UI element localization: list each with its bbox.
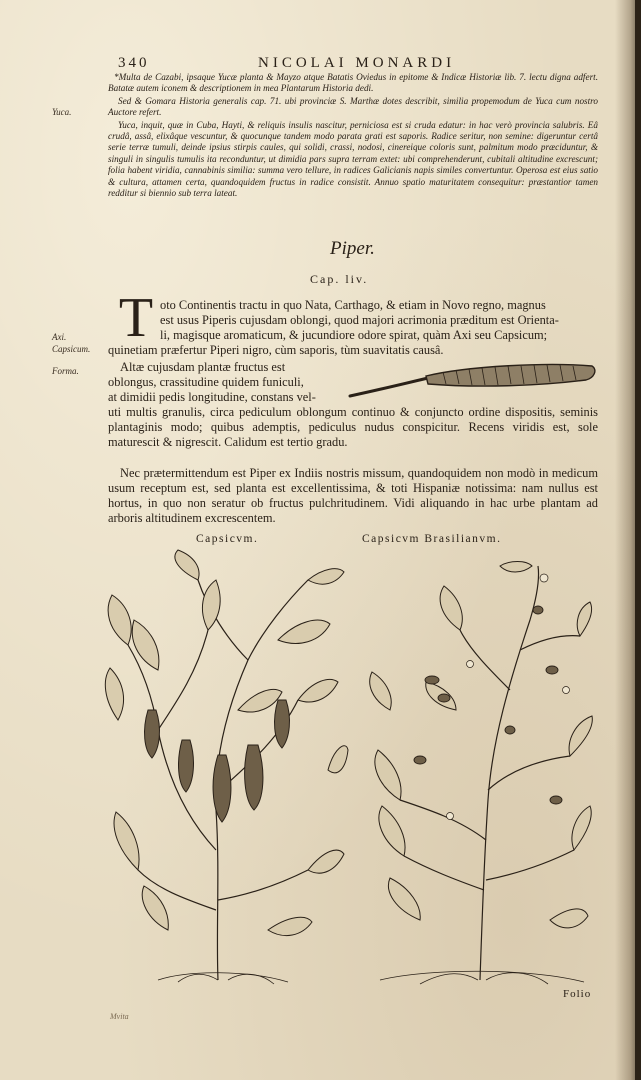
chapter-heading: Cap. liv. bbox=[310, 272, 369, 286]
body-paragraph-3: Nec prætermittendum est Piper ex Indiis nostris missum, quandoquidem non modò in medicum usum receptum est, sed planta est excellentissima, & toti Hispaniæ notissima: nam nullus est hortus, in quo non seratur ob fructus pulchritudinem. Vidi aliquando in hac urbe plantam ad arboris altitudinem excrescentem. bbox=[108, 466, 598, 525]
section-title: Piper. bbox=[330, 238, 375, 259]
running-title: NICOLAI MONARDI bbox=[258, 55, 456, 71]
body-line-3: li, magisque aromaticum, & jucundiore odore spirat, quàm Axi seu Capsicum; bbox=[160, 328, 548, 342]
commentary-paragraph-3: Yuca, inquit, quæ in Cuba, Hayti, & reliquis insulis nascitur, perniciosa est si cruda edatur: in hac verò provincia salubris. Eâ crudâ, assâ, elixâque vescuntur, & quocunque tandem modo parata grati est saporis. Radice seritur, non semine: digeruntur certâ serie terræ tumuli, deinde ipsius stirpis caules, qui solidi, crassi, nodosi, cinereique coloris sunt, palmitum modo præciduntur, & singuli in singulis tumulis ita reconduntur, ut dimidia pars supra terram extet: ubi comprehenderunt, cubitali altitudine excrescunt; folia habent viridia, cannabinis similia: summa vero tellure, in radices Galicianis napis similes convertuntur. Operosa est eius satio & cultura, attamen certa, quandoquidem fructus in radice consistit. Annuo spatio maturitatem consequitur: præstantior tamen redditur si biennio sub terra lateat. bbox=[108, 119, 598, 199]
commentary-paragraph-2: Sed & Gomara Historia generalis cap. 71. ubi provinciæ S. Marthæ dotes describit, similia propemodum de Yuca cum nostro Auctore refert. bbox=[108, 95, 598, 118]
capsicum-plant-illustration bbox=[98, 550, 348, 990]
body-line-4: quinetiam præfertur Piperi nigro, cùm saporis, tùm suavitatis causâ. bbox=[108, 343, 444, 357]
figure-label-capsicum: Capsicvm. bbox=[196, 533, 259, 545]
body-p2-rest: uti multis granulis, circa pediculum oblongum continuo & conjuncto ordine dispositis, seminis plantaginis modo; quibus ademptis, pediculus nudus conspicitur. Recens viridis est, sole maturescit & nigrescit. Calidum est tertio gradu. bbox=[108, 405, 598, 449]
body-p2-line-2: oblongus, crassitudine quidem funiculi, bbox=[108, 375, 304, 389]
margin-note-axi: Axi. bbox=[52, 332, 67, 342]
margin-note-capsicum: Capsicum. bbox=[52, 344, 91, 354]
drop-cap: T bbox=[118, 287, 154, 349]
margin-note-yuca: Yuca. bbox=[52, 107, 72, 117]
commentary-paragraph-1: *Multa de Cazabi, ipsaque Yucæ planta & Mayzo atque Batatis Oviedus in epitome & Indicæ Historiæ lib. 7. lectu digna adfert. Batatæ autem iconem & descriptionem in mea Plantarum Historia dedi. bbox=[108, 72, 598, 94]
commentary-block bbox=[108, 72, 598, 200]
body-p2-line-3: at dimidii pedis longitudine, constans vel- bbox=[108, 390, 316, 404]
body-line-2: est usus Piperis cujusdam oblongi, quod majori acrimonia præditum est Orienta- bbox=[160, 313, 559, 327]
body-line-1: oto Continentis tractu in quo Nata, Carthago, & etiam in Novo regno, magnus bbox=[160, 298, 546, 312]
long-pepper-illustration bbox=[348, 360, 598, 405]
page-number: 340 bbox=[118, 55, 150, 71]
capsicum-brasilianum-plant-illustration bbox=[360, 560, 595, 990]
signature-mark: Mvita bbox=[110, 1012, 129, 1021]
figure-label-capsicum-brasilianum: Capsicvm Brasilianvm. bbox=[362, 533, 502, 545]
body-p2-line-1: Altæ cujusdam plantæ fructus est bbox=[120, 360, 286, 374]
catchword: Folio bbox=[563, 988, 592, 1000]
page-edge bbox=[635, 0, 641, 1080]
margin-note-forma: Forma. bbox=[52, 366, 79, 376]
